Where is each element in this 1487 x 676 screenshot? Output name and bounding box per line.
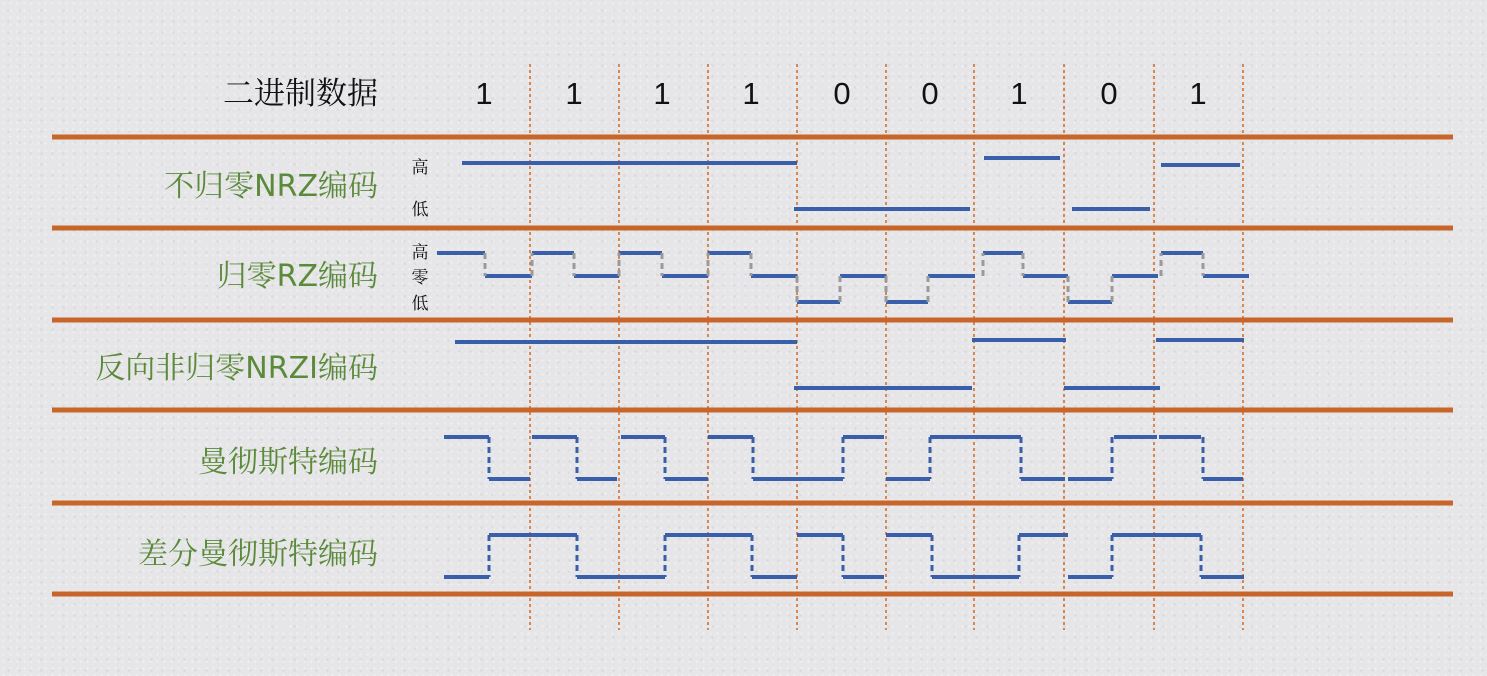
bit-value: 0 [921,76,939,111]
row-label-rz: 归零RZ编码 [216,259,378,294]
bit-value: 1 [653,76,671,111]
waveform-rz [437,253,1249,302]
bit-value: 1 [742,76,760,111]
waveform-manchester [444,437,1243,479]
bit-values [475,76,1206,111]
bit-value: 1 [1010,76,1028,111]
waveform-nrz [462,158,1240,209]
waveform-diff-manchester [444,535,1244,577]
bit-value: 1 [1189,76,1207,111]
row-label-nrz: 不归零NRZ编码 [164,169,378,204]
level-label-rz-low: 低 [411,294,429,314]
bit-value: 1 [475,76,493,111]
row-label-nrzi: 反向非归零NRZI编码 [95,351,378,386]
level-label-rz-zero: 零 [411,268,429,288]
bit-value: 1 [565,76,583,111]
header-title: 二进制数据 [223,76,378,112]
bit-value: 0 [1100,76,1118,111]
level-label-nrz-low: 低 [411,200,429,220]
waveform-nrzi [455,340,1244,388]
bit-value: 0 [833,76,851,111]
row-label-manchester: 曼彻斯特编码 [198,445,378,480]
bit-boundary-gridlines [530,64,1243,630]
row-label-diff-manchester: 差分曼彻斯特编码 [138,537,378,572]
level-label-nrz-high: 高 [411,158,429,178]
level-label-rz-high: 高 [411,243,429,263]
